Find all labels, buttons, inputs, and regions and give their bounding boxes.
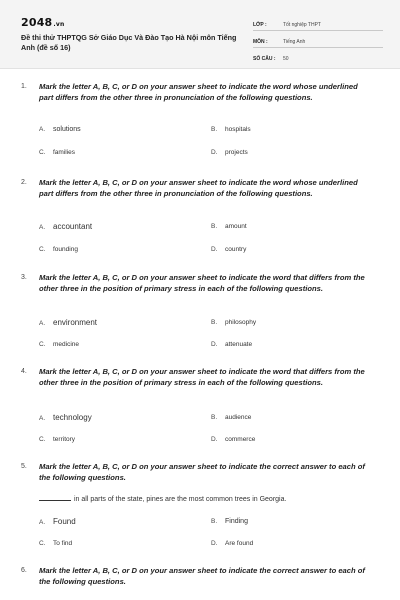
option-letter: A. [39, 320, 46, 327]
question-number: 4. [21, 368, 27, 375]
option-text: philosophy [225, 319, 257, 326]
option-text: projects [225, 149, 248, 156]
question-number: 3. [21, 274, 27, 281]
option-text: hospitals [225, 126, 251, 133]
option-letter: B. [211, 319, 218, 326]
meta-subject-row [253, 31, 383, 48]
option-text: To find [53, 540, 73, 547]
question-prompt: Mark the letter A, B, C, or D on your answer sheet to indicate the word whose underlined part differs from the other three in pronunciation of the following questions. [39, 82, 358, 102]
option-text: solutions [53, 126, 81, 133]
option-a[interactable] [39, 222, 92, 231]
option-c[interactable] [39, 246, 78, 253]
option-letter: D. [211, 341, 218, 348]
option-a[interactable] [39, 318, 97, 327]
option-text: Found [53, 517, 76, 526]
option-text: attenuate [225, 341, 253, 348]
question-prompt: Mark the letter A, B, C, or D on your answer sheet to indicate the correct answer to each of the following questions. [39, 462, 365, 482]
question-number: 2. [21, 179, 27, 186]
meta-subject-value: Tiếng Anh [283, 39, 306, 45]
option-c[interactable] [39, 149, 75, 156]
question-prompt: Mark the letter A, B, C, or D on your answer sheet to indicate the word whose underlined part differs from the other three in pronunciation of the following questions. [39, 178, 358, 198]
option-text: founding [53, 246, 78, 253]
option-d[interactable] [211, 149, 248, 156]
option-b[interactable] [211, 414, 251, 421]
question-number: 5. [21, 463, 27, 470]
option-b[interactable] [211, 319, 256, 326]
page-header [0, 0, 400, 69]
logo-text: 2048 [21, 16, 53, 29]
meta-class-value: Tốt nghiệp THPT [283, 22, 321, 28]
option-c[interactable] [39, 540, 72, 547]
option-letter: A. [39, 519, 46, 526]
option-c[interactable] [39, 341, 79, 348]
option-text: families [53, 149, 76, 156]
option-b[interactable] [211, 223, 247, 230]
option-letter: C. [39, 436, 46, 443]
option-b[interactable] [211, 518, 248, 525]
option-a[interactable] [39, 413, 92, 422]
question-prompt: Mark the letter A, B, C, or D on your answer sheet to indicate the word that differs from the other three in the position of primary stress in each of the following questions. [39, 273, 365, 293]
option-d[interactable] [211, 341, 252, 348]
meta-class-key: LỚP : [253, 22, 267, 28]
option-letter: A. [39, 126, 46, 133]
option-letter: C. [39, 149, 46, 156]
option-b[interactable] [211, 126, 251, 133]
question-sentence [39, 494, 379, 503]
option-letter: C. [39, 540, 46, 547]
option-d[interactable] [211, 246, 246, 253]
exam-title: Đề thi thử THPTQG Sở Giáo Dục Và Đào Tạo Hà Nội môn Tiếng Anh (đề số 16) [21, 33, 237, 52]
meta-count-value: 50 [283, 56, 289, 62]
option-letter: B. [211, 518, 218, 525]
option-letter: D. [211, 436, 218, 443]
site-logo[interactable] [21, 16, 64, 29]
question-prompt: Mark the letter A, B, C, or D on your answer sheet to indicate the correct answer to each of the following questions. [39, 566, 365, 586]
option-text: Finding [225, 518, 248, 525]
option-text: amount [225, 223, 247, 230]
option-letter: B. [211, 414, 218, 421]
answer-blank [39, 494, 71, 501]
option-d[interactable] [211, 540, 253, 547]
option-text: territory [53, 436, 76, 443]
option-c[interactable] [39, 436, 75, 443]
option-letter: A. [39, 224, 46, 231]
exam-meta [253, 14, 383, 64]
option-text: Are found [225, 540, 254, 547]
option-text: audience [225, 414, 252, 421]
option-letter: B. [211, 126, 218, 133]
option-text: technology [53, 413, 92, 422]
meta-class-row [253, 14, 383, 31]
option-text: medicine [53, 341, 80, 348]
option-letter: C. [39, 341, 46, 348]
meta-count-row [253, 48, 383, 64]
option-letter: D. [211, 246, 218, 253]
meta-count-key: SỐ CÂU : [253, 56, 276, 62]
logo-suffix: .vn [53, 21, 65, 28]
option-text: accountant [53, 222, 93, 231]
option-letter: D. [211, 149, 218, 156]
option-letter: C. [39, 246, 46, 253]
meta-subject-key: MÔN : [253, 39, 268, 45]
sentence-text: in all parts of the state, pines are the most common trees in Georgia. [74, 496, 287, 503]
option-text: environment [53, 318, 98, 327]
option-letter: A. [39, 415, 46, 422]
option-text: commerce [225, 436, 256, 443]
question-number: 1. [21, 83, 27, 90]
option-d[interactable] [211, 436, 255, 443]
option-letter: D. [211, 540, 218, 547]
option-letter: B. [211, 223, 218, 230]
question-prompt: Mark the letter A, B, C, or D on your answer sheet to indicate the word that differs from the other three in the position of primary stress in each of the following questions. [39, 367, 365, 387]
option-text: country [225, 246, 247, 253]
option-a[interactable] [39, 126, 81, 133]
option-a[interactable] [39, 517, 76, 526]
question-number: 6. [21, 567, 27, 574]
